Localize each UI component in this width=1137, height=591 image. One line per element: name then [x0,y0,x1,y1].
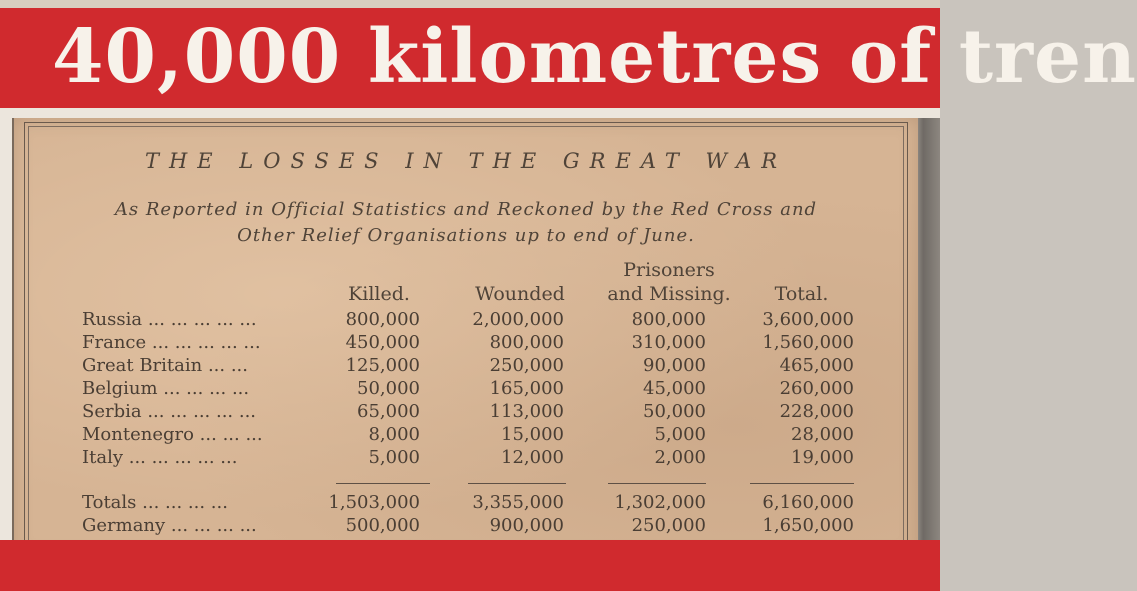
table-row [14,446,918,469]
table-cell-prisoners: 90,000 [643,355,706,376]
table-cell-country: Great Britain ... ... [82,355,248,376]
totals-cell-country: Germany ... ... ... ... [82,515,257,536]
totals-cell-wounded: 3,355,000 [472,492,564,513]
table-cell-killed: 5,000 [368,447,420,468]
column-header-wounded: Wounded [475,283,565,305]
table-row [14,354,918,377]
totals-cell-killed: 1,503,000 [328,492,420,513]
table-cell-country: Serbia ... ... ... ... ... [82,401,257,422]
table-cell-killed: 50,000 [357,378,420,399]
table-cell-wounded: 12,000 [501,447,564,468]
table-cell-country: Belgium ... ... ... ... [82,378,250,399]
table-row [14,331,918,354]
table-cell-total: 228,000 [779,401,854,422]
banner [0,8,1137,108]
table-cell-prisoners: 45,000 [643,378,706,399]
table-cell-country: France ... ... ... ... ... [82,332,261,353]
table-row [14,377,918,400]
table-cell-total: 3,600,000 [762,309,854,330]
column-header-killed: Killed. [348,283,410,305]
totals-row [14,491,918,514]
table-cell-total: 28,000 [791,424,854,445]
column-header-prisoners: Prisoners [623,259,715,281]
table-row [14,423,918,446]
totals-rule-killed [336,483,430,484]
table-cell-country: Montenegro ... ... ... [82,424,263,445]
table-cell-wounded: 15,000 [501,424,564,445]
clipping-subtitle-line2: Other Relief Organisations up to end of June. [237,225,695,246]
table-cell-prisoners: 310,000 [631,332,706,353]
column-header-missing: and Missing. [607,283,731,305]
totals-cell-wounded: 900,000 [489,515,564,536]
table-cell-killed: 125,000 [345,355,420,376]
table-cell-killed: 8,000 [368,424,420,445]
table-cell-total: 465,000 [779,355,854,376]
totals-row [14,514,918,537]
bottom-bar [0,540,940,591]
table-cell-prisoners: 50,000 [643,401,706,422]
table-cell-country: Italy ... ... ... ... ... [82,447,238,468]
table-row [14,308,918,331]
table-cell-killed: 65,000 [357,401,420,422]
table-cell-killed: 800,000 [345,309,420,330]
table-cell-prisoners: 5,000 [654,424,706,445]
totals-rule-wounded [468,483,566,484]
table-row [14,400,918,423]
table-cell-total: 260,000 [779,378,854,399]
totals-rule-total [750,483,854,484]
table-cell-total: 1,560,000 [762,332,854,353]
totals-cell-country: Totals ... ... ... ... [82,492,228,513]
banner-title: 40,000 kilometres of tren [52,14,1137,100]
totals-cell-prisoners: 250,000 [631,515,706,536]
table-cell-wounded: 2,000,000 [472,309,564,330]
table-cell-total: 19,000 [791,447,854,468]
totals-cell-total: 6,160,000 [762,492,854,513]
table-cell-wounded: 250,000 [489,355,564,376]
totals-cell-prisoners: 1,302,000 [614,492,706,513]
column-header-total: Total. [774,283,829,305]
table-cell-wounded: 113,000 [489,401,564,422]
table-cell-killed: 450,000 [345,332,420,353]
clipping-subtitle-line1: As Reported in Official Statistics and Reckoned by the Red Cross and [114,199,818,220]
totals-cell-total: 1,650,000 [762,515,854,536]
totals-cell-killed: 500,000 [345,515,420,536]
table-cell-wounded: 165,000 [489,378,564,399]
table-cell-wounded: 800,000 [489,332,564,353]
clipping-heading: THE LOSSES IN THE GREAT WAR [144,149,788,173]
totals-rule-prisoners [608,483,706,484]
table-cell-prisoners: 800,000 [631,309,706,330]
table-cell-country: Russia ... ... ... ... ... [82,309,257,330]
newspaper-clipping [12,118,918,558]
table-cell-prisoners: 2,000 [654,447,706,468]
top-strip [0,0,940,8]
